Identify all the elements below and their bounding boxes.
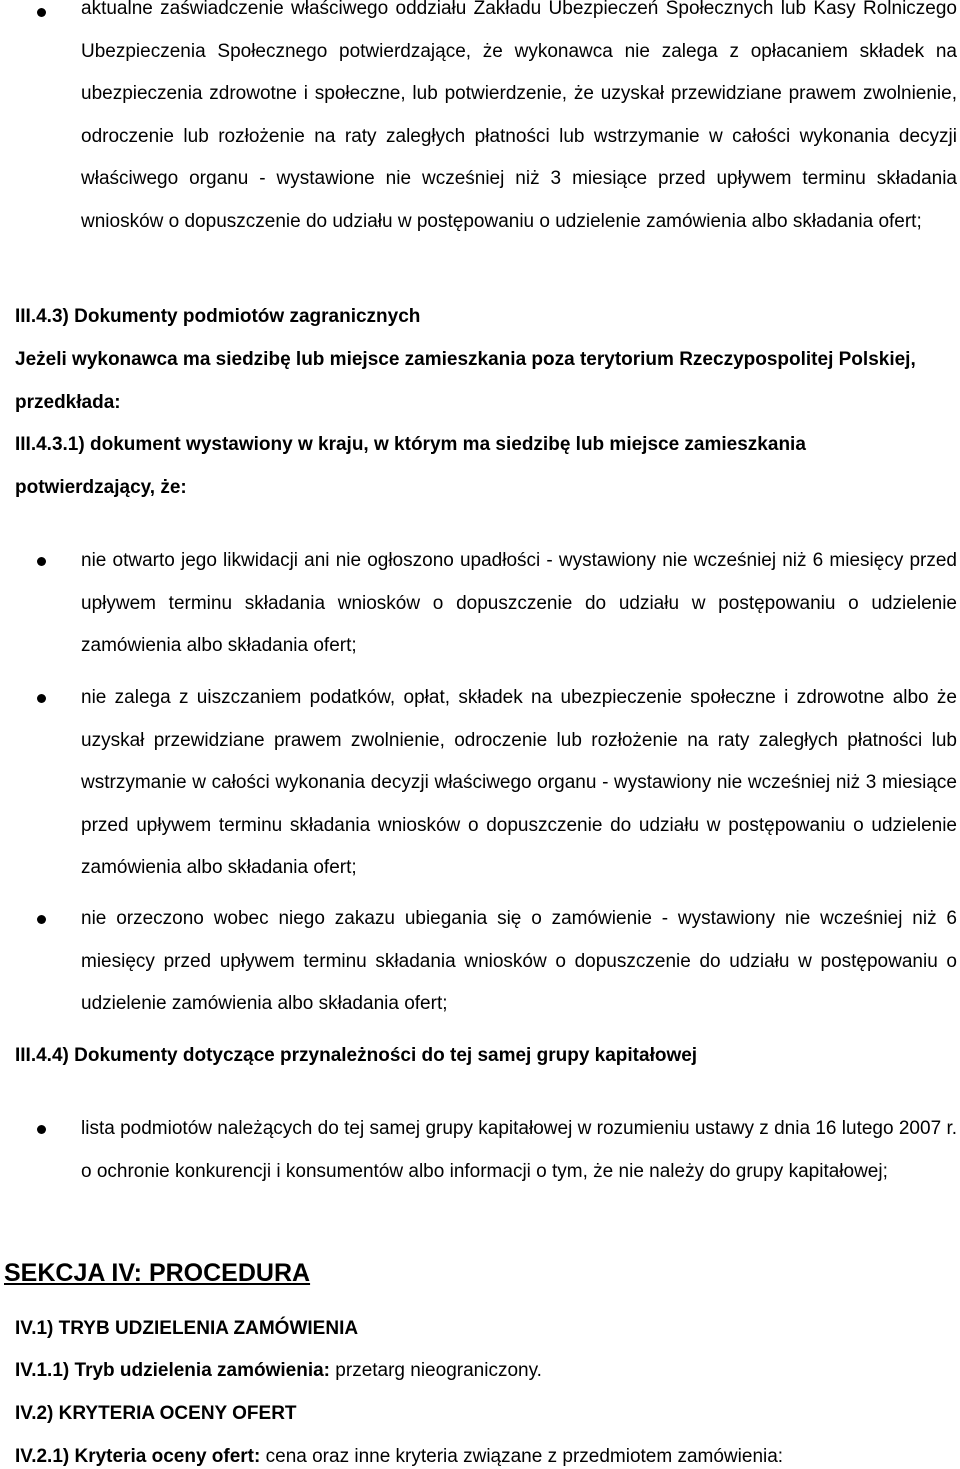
bullet-dot — [37, 915, 46, 924]
paragraph-3431: III.4.3.1) dokument wystawiony w kraju, w którym ma siedzibę lub miejsce zamieszkania potwierdzający, że: — [15, 434, 806, 498]
line-iv11 — [15, 1360, 945, 1382]
heading-iv2: IV.2) KRYTERIA OCENY OFERT — [15, 1403, 297, 1424]
heading-foreign-entities: III.4.3) Dokumenty podmiotów zagranicznych — [15, 306, 421, 327]
bullet-item-capital-group-list: lista podmiotów należących do tej samej grupy kapitałowej w rozumieniu ustawy z dnia 16 lutego 2007 r. o ochronie konkurencji i konsumentów albo informacji o tym, że nie należy do grupy kapitałowej; — [81, 1118, 957, 1182]
line-iv21 — [15, 1446, 945, 1468]
heading-iv1: IV.1) TRYB UDZIELENIA ZAMÓWIENIA — [15, 1318, 359, 1339]
paragraph-foreign-intro: Jeżeli wykonawca ma siedzibę lub miejsce zamieszkania poza terytorium Rzeczypospolitej Polskiej, przedkłada: — [15, 349, 916, 413]
iv11-value: przetarg nieograniczony. — [330, 1360, 542, 1381]
bullet-item-liquidation: nie otwarto jego likwidacji ani nie ogłoszono upadłości - wystawiony nie wcześniej niż 6 miesięcy przed upływem terminu składania wniosków o dopuszczenie do udziału w postępowaniu o udzielenie zamówienia albo składania ofert; — [81, 550, 957, 657]
section-title: SEKCJA IV: PROCEDURA — [4, 1259, 311, 1287]
bullet-item-zus-certificate: aktualne zaświadczenie właściwego oddziału Zakładu Ubezpieczeń Społecznych lub Kasy Rolniczego Ubezpieczenia Społecznego potwierdzające, że wykonawca nie zalega z opłacaniem składek na ubezpieczenia zdrowotne i społeczne, lub potwierdzenie, że uzyskał przewidziane prawem zwolnienie, odroczenie lub rozłożenie na raty zaległych płatności lub wstrzymanie w całości wykonania decyzji właściwego organu - wystawione nie wcześniej niż 3 miesiące przed upływem terminu składania wniosków o dopuszczenie do udziału w postępowaniu o udzielenie zamówienia albo składania ofert; — [81, 0, 957, 232]
bullet-dot — [37, 694, 46, 703]
iv11-label: IV.1.1) Tryb udzielenia zamówienia: — [15, 1360, 331, 1381]
heading-capital-group: III.4.4) Dokumenty dotyczące przynależności do tej samej grupy kapitałowej — [15, 1045, 698, 1066]
bullet-item-taxes: nie zalega z uiszczaniem podatków, opłat, składek na ubezpieczenie społeczne i zdrowotne albo że uzyskał przewidziane prawem zwolnienie, odroczenie lub rozłożenie na raty zaległych płatności lub wstrzymanie w całości wykonania decyzji właściwego organu - wystawiony nie wcześniej niż 3 miesiące przed upływem terminu składania wniosków o dopuszczenie do udziału w postępowaniu o udzielenie zamówienia albo składania ofert; — [81, 687, 957, 879]
bullet-item-ban: nie orzeczono wobec niego zakazu ubiegania się o zamówienie - wystawiony nie wcześniej niż 6 miesięcy przed upływem terminu składania wniosków o dopuszczenie do udziału w postępowaniu o udzielenie zamówienia albo składania ofert; — [81, 908, 957, 1015]
bullet-dot — [37, 557, 46, 566]
bullet-dot — [37, 1125, 46, 1134]
bullet-dot — [37, 8, 46, 17]
iv21-label: IV.2.1) Kryteria oceny ofert: — [15, 1446, 261, 1467]
iv21-value: cena oraz inne kryteria związane z przedmiotem zamówienia: — [260, 1446, 784, 1467]
